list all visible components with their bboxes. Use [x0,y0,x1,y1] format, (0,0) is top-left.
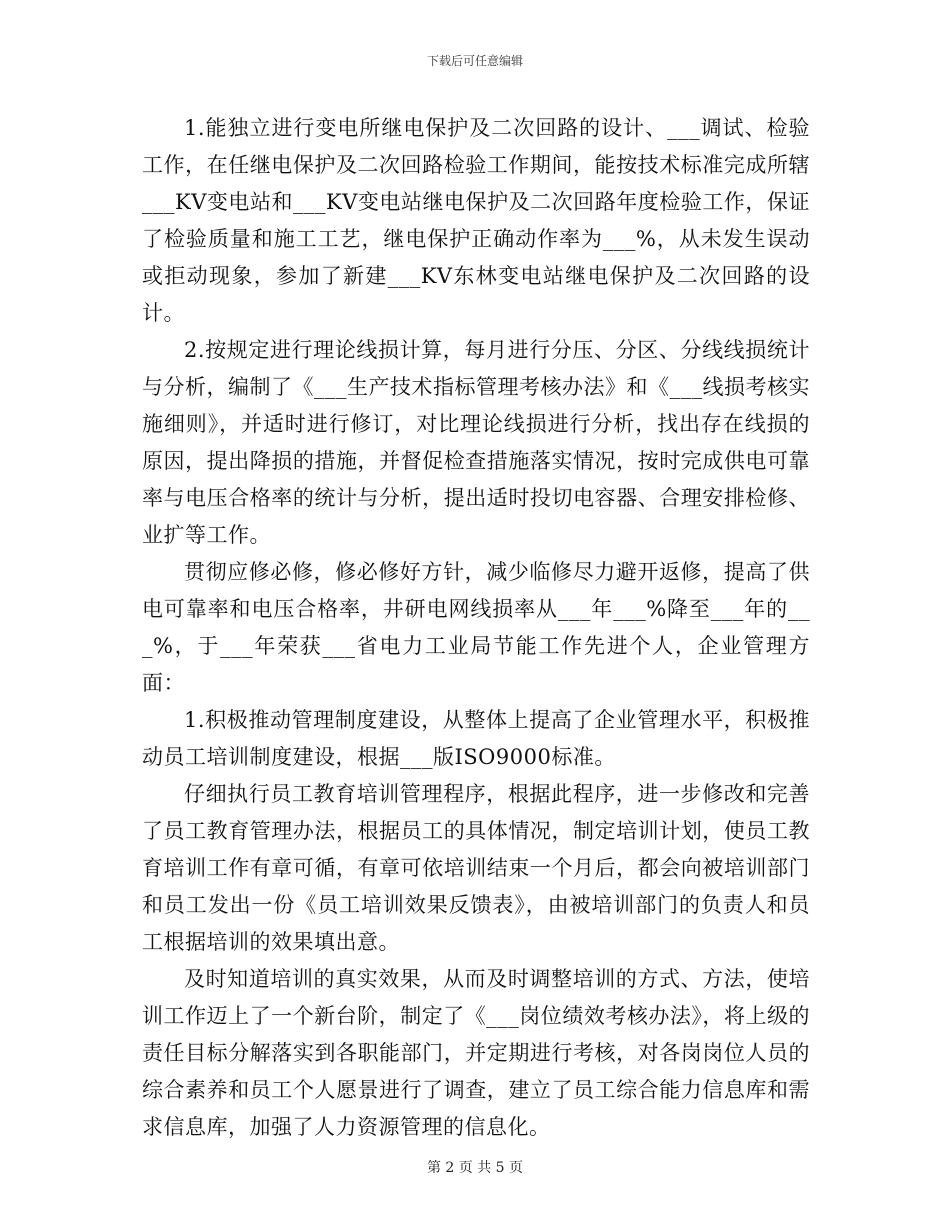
document-body [142,110,810,1146]
paragraph: 贯彻应修必修，修必修好方针，减少临修尽力避开返修，提高了供电可靠率和电压合格率，井研电网线损率从___年___%降至___年的___%，于___年荣获___省电力工业局节能工作先进个人，企业管理方面： [142,560,810,695]
page-number-footer: 第 2 页 共 5 页 [426,1160,524,1176]
paragraph: 1.能独立进行变电所继电保护及二次回路的设计、___调试、检验工作，在任继电保护及二次回路检验工作期间，能按技术标准完成所辖___KV变电站和___KV变电站继电保护及二次回路年度检验工作，保证了检验质量和施工工艺，继电保护正确动作率为___%，从未发生误动或拒动现象，参加了新建___KV东林变电站继电保护及二次回路的设计。 [142,116,810,325]
paragraph: 及时知道培训的真实效果，从而及时调整培训的方式、方法，使培训工作迈上了一个新台阶，制定了《___岗位绩效考核办法》，将上级的责任目标分解落实到各职能部门，并定期进行考核，对各岗岗位人员的综合素养和员工个人愿景进行了调查，建立了员工综合能力信息库和需求信息库，加强了人力资源管理的信息化。 [142,967,810,1139]
paragraph: 2.按规定进行理论线损计算，每月进行分压、分区、分线线损统计与分析，编制了《___生产技术指标管理考核办法》和《___线损考核实施细则》，并适时进行修订，对比理论线损进行分析，找出存在线损的原因，提出降损的措施，并督促检查措施落实情况，按时完成供电可靠率与电压合格率的统计与分析，提出适时投切电容器、合理安排检修、业扩等工作。 [142,338,810,547]
paragraph: 1.积极推动管理制度建设，从整体上提高了企业管理水平，积极推动员工培训制度建设，根据___版ISO9000标准。 [142,708,810,769]
page-header: 下载后可任意编辑 [426,54,523,68]
paragraph: 仔细执行员工教育培训管理程序，根据此程序，进一步修改和完善了员工教育管理办法，根据员工的具体情况，制定培训计划，使员工教育培训工作有章可循，有章可依培训结束一个月后，都会向被培训部门和员工发出一份《员工培训效果反馈表》，由被培训部门的负责人和员工根据培训的效果填出意。 [142,782,810,954]
